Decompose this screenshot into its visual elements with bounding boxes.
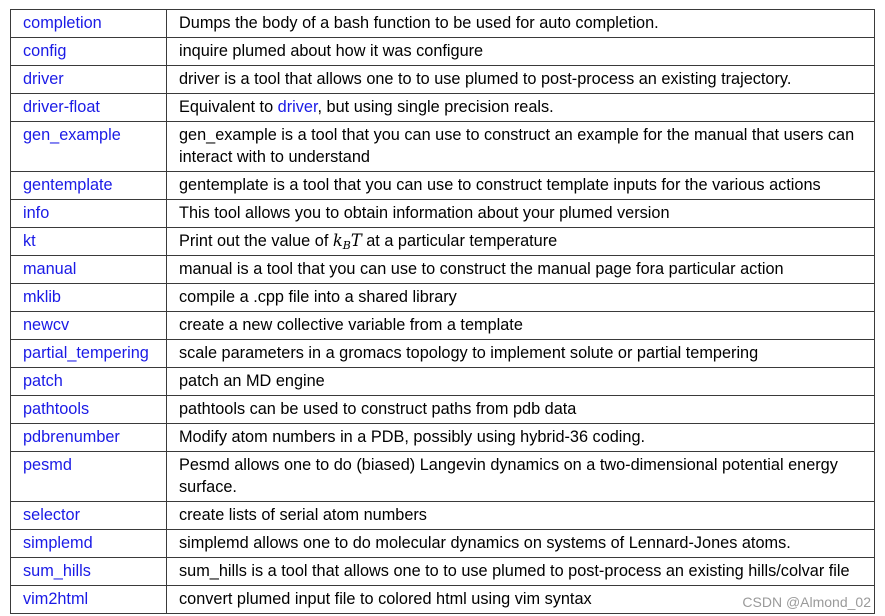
command-description: sum_hills is a tool that allows one to to use plumed to post-process an existing hills/colvar file — [167, 558, 875, 586]
table-row — [11, 256, 875, 284]
description-text: at a particular temperature — [361, 232, 558, 250]
table-row — [11, 66, 875, 94]
description-text: Equivalent to — [179, 98, 278, 116]
command-description: gentemplate is a tool that you can use to construct template inputs for the various actions — [167, 172, 875, 200]
command-name-cell — [11, 256, 167, 284]
command-description: manual is a tool that you can use to construct the manual page fora particular action — [167, 256, 875, 284]
command-link[interactable]: gentemplate — [23, 176, 113, 194]
command-link[interactable]: selector — [23, 506, 81, 524]
command-description: gen_example is a tool that you can use to construct an example for the manual that users can interact with to understand — [167, 122, 875, 172]
table-row — [11, 340, 875, 368]
command-name-cell — [11, 94, 167, 122]
table-row — [11, 10, 875, 38]
command-link[interactable]: info — [23, 204, 50, 222]
command-description: Dumps the body of a bash function to be used for auto completion. — [167, 10, 875, 38]
command-name-cell — [11, 340, 167, 368]
table-row — [11, 284, 875, 312]
table-row — [11, 396, 875, 424]
command-link[interactable]: config — [23, 42, 67, 60]
table-row — [11, 368, 875, 396]
command-name-cell — [11, 312, 167, 340]
command-name-cell — [11, 284, 167, 312]
command-name-cell — [11, 66, 167, 94]
command-name-cell — [11, 502, 167, 530]
command-link[interactable]: driver — [23, 70, 64, 88]
command-link[interactable]: gen_example — [23, 126, 121, 144]
command-name-cell — [11, 452, 167, 502]
command-description: Pesmd allows one to do (biased) Langevin dynamics on a two-dimensional potential energy surface. — [167, 452, 875, 502]
command-name-cell — [11, 172, 167, 200]
table-row — [11, 200, 875, 228]
description-text: , but using single precision reals. — [317, 98, 554, 116]
kbt-math-expression — [333, 231, 362, 250]
table-row — [11, 38, 875, 66]
command-description: scale parameters in a gromacs topology to implement solute or partial tempering — [167, 340, 875, 368]
command-link[interactable]: pdbrenumber — [23, 428, 120, 446]
table-row — [11, 502, 875, 530]
table-row — [11, 452, 875, 502]
command-name-cell — [11, 10, 167, 38]
command-link[interactable]: mklib — [23, 288, 61, 306]
command-description: driver is a tool that allows one to to use plumed to post-process an existing trajectory. — [167, 66, 875, 94]
math-subscript-b: B — [342, 239, 351, 252]
command-name-cell — [11, 122, 167, 172]
table-row — [11, 122, 875, 172]
command-name-cell — [11, 368, 167, 396]
command-description: This tool allows you to obtain information about your plumed version — [167, 200, 875, 228]
command-description: compile a .cpp file into a shared library — [167, 284, 875, 312]
command-description: patch an MD engine — [167, 368, 875, 396]
table-row — [11, 172, 875, 200]
command-name-cell — [11, 586, 167, 614]
command-description — [167, 94, 875, 122]
command-table — [10, 9, 875, 614]
table-row — [11, 94, 875, 122]
command-link[interactable]: newcv — [23, 316, 70, 334]
command-link[interactable]: manual — [23, 260, 77, 278]
command-name-cell — [11, 200, 167, 228]
command-name-cell — [11, 424, 167, 452]
command-name-cell — [11, 38, 167, 66]
watermark-text: CSDN @Almond_02 — [742, 594, 871, 610]
command-description: Modify atom numbers in a PDB, possibly using hybrid-36 coding. — [167, 424, 875, 452]
command-name-cell — [11, 530, 167, 558]
table-row — [11, 228, 875, 256]
command-description: inquire plumed about how it was configure — [167, 38, 875, 66]
command-description: pathtools can be used to construct paths from pdb data — [167, 396, 875, 424]
command-link[interactable]: sum_hills — [23, 562, 91, 580]
command-link[interactable]: simplemd — [23, 534, 93, 552]
driver-inline-link[interactable]: driver — [277, 98, 318, 116]
command-link[interactable]: completion — [23, 14, 102, 32]
command-link[interactable]: driver-float — [23, 98, 100, 116]
command-description: convert plumed input file to colored html using vim syntax — [167, 586, 875, 614]
command-link[interactable]: pesmd — [23, 456, 72, 474]
command-link[interactable]: vim2html — [23, 590, 89, 608]
command-link[interactable]: pathtools — [23, 400, 90, 418]
command-description: create a new collective variable from a template — [167, 312, 875, 340]
math-symbol-k: k — [332, 231, 343, 250]
table-row — [11, 424, 875, 452]
command-link[interactable]: partial_tempering — [23, 344, 149, 362]
command-description: simplemd allows one to do molecular dynamics on systems of Lennard-Jones atoms. — [167, 530, 875, 558]
command-name-cell — [11, 558, 167, 586]
command-link[interactable]: patch — [23, 372, 63, 390]
description-text: Print out the value of — [179, 232, 333, 250]
command-name-cell — [11, 228, 167, 256]
table-row — [11, 312, 875, 340]
command-description — [167, 228, 875, 256]
table-row — [11, 530, 875, 558]
table-row — [11, 558, 875, 586]
command-description: create lists of serial atom numbers — [167, 502, 875, 530]
command-name-cell — [11, 396, 167, 424]
math-symbol-t: T — [350, 231, 362, 250]
command-link[interactable]: kt — [23, 232, 36, 250]
